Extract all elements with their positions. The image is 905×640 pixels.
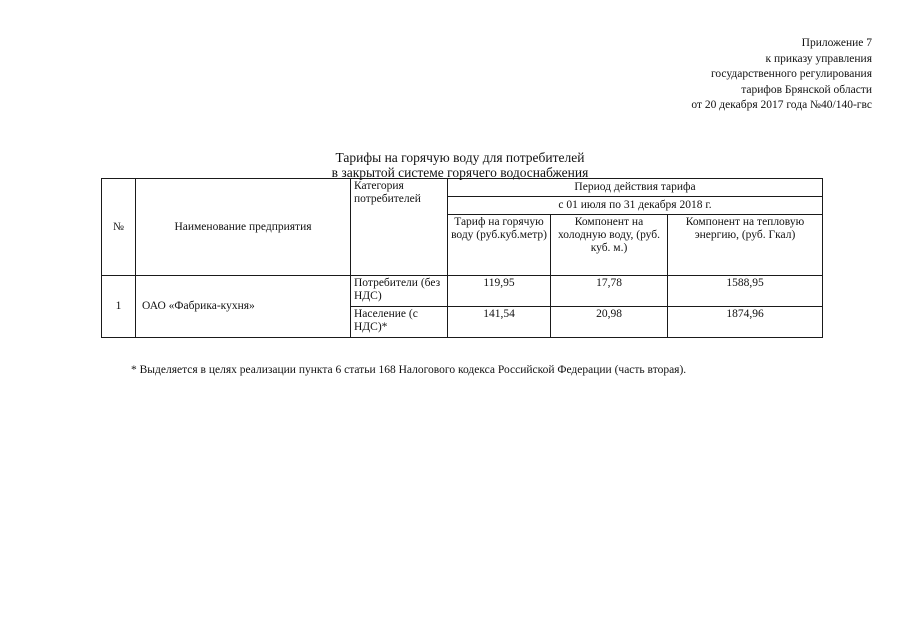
appendix-header bbox=[691, 36, 872, 114]
title-line-2: в закрытой системе горячего водоснабжения bbox=[331, 165, 589, 180]
header-num: № bbox=[102, 179, 136, 276]
order-reference: к приказу управления bbox=[765, 52, 872, 65]
row-category: Потребители (без НДС) bbox=[351, 276, 448, 307]
table-row bbox=[102, 276, 823, 307]
row-cold-component: 17,78 bbox=[551, 276, 668, 307]
row-cold-component: 20,98 bbox=[551, 307, 668, 338]
header-period: Период действия тарифа bbox=[448, 179, 823, 197]
header-heat-component: Компонент на тепловую энергию, (руб. Гкал) bbox=[668, 215, 823, 276]
row-heat-component: 1874,96 bbox=[668, 307, 823, 338]
document-title bbox=[230, 150, 690, 180]
order-date-number: от 20 декабря 2017 года №40/140-гвс bbox=[691, 99, 872, 111]
authority-line-1: государственного регулирования bbox=[710, 68, 872, 80]
header-name: Наименование предприятия bbox=[136, 179, 351, 276]
footnote: * Выделяется в целях реализации пункта 6 статьи 168 Налогового кодекса Российской Федерации (часть вторая). bbox=[131, 364, 687, 376]
header-category: Категория потребителей bbox=[351, 179, 448, 276]
row-tariff: 141,54 bbox=[448, 307, 551, 338]
appendix-number: Приложение 7 bbox=[801, 37, 872, 49]
title-line-1: Тарифы на горячую воду для потребителей bbox=[335, 150, 585, 165]
header-cold-component: Компонент на холодную воду, (руб. куб. м.) bbox=[551, 215, 668, 276]
row-heat-component: 1588,95 bbox=[668, 276, 823, 307]
authority-line-2: тарифов Брянской области bbox=[741, 83, 872, 96]
tariff-table bbox=[101, 178, 823, 338]
row-tariff: 119,95 bbox=[448, 276, 551, 307]
header-tariff: Тариф на горячую воду (руб.куб.метр) bbox=[448, 215, 551, 276]
row-category: Население (с НДС)* bbox=[351, 307, 448, 338]
row-company-name: ОАО «Фабрика-кухня» bbox=[136, 276, 351, 338]
row-num: 1 bbox=[102, 276, 136, 338]
header-period-dates: с 01 июля по 31 декабря 2018 г. bbox=[448, 197, 823, 215]
table-header-row bbox=[102, 179, 823, 197]
